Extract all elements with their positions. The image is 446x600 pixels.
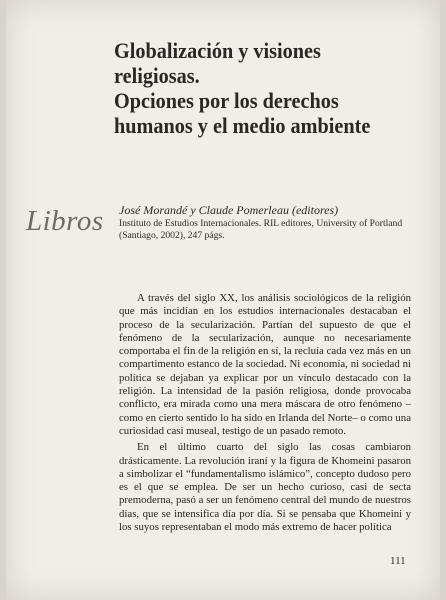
title-line-1: Globalización y visiones religiosas.	[114, 38, 321, 88]
paragraph: A través del siglo XX, los análisis sociológicos de la religión que más incidían en los estudios internacionales destacaban el proceso de la secularización. Partían del supuesto de que el fenómeno de la secularización, aunque no necesariamente comportaba el fin de la religión en sí, la recluía cada vez más en un compartimento estanco de la sociedad. Ni economía, ni sociedad ni política se dejaban ya explicar por un vínculo destacado con la religión. La intensidad de la pasión religiosa, donde provocaba conflicto, era mirada como una mera máscara de otro fenómeno –como en cierto sentido lo ha sido en Irlanda del Norte– o como una curiosidad casi museal, testigo de un pasado remoto.	[119, 292, 411, 437]
title-line-2: Opciones por los derechos	[114, 88, 339, 113]
article-title	[114, 38, 408, 138]
book-authors: José Morandé y Claude Pomerleau (editores)	[119, 203, 339, 217]
publication-info: Instituto de Estudios Internacionales. RIL editores, University of Portland (Santiago, 2002), 247 págs.	[119, 218, 403, 241]
page-number: 111	[390, 555, 406, 567]
title-line-3: humanos y el medio ambiente	[114, 113, 371, 138]
article-body	[119, 292, 411, 534]
paragraph: En el último cuarto del siglo las cosas cambiaron drásticamente. La revolución iraní y la figura de Khomeini pasaron a simbolizar el “fundamentalismo islámico”, concepto dudoso pero es el que se emplea. De ser un hecho curioso, casi de secta premoderna, pasó a ser un fenómeno central del mundo de nuestros días, que se intensifica día por día. Si se pensaba que Khomeini y los suyos representaban el modo más extremo de hacer política	[119, 441, 411, 534]
section-label: Libros	[26, 205, 104, 237]
book-page	[6, 0, 440, 600]
